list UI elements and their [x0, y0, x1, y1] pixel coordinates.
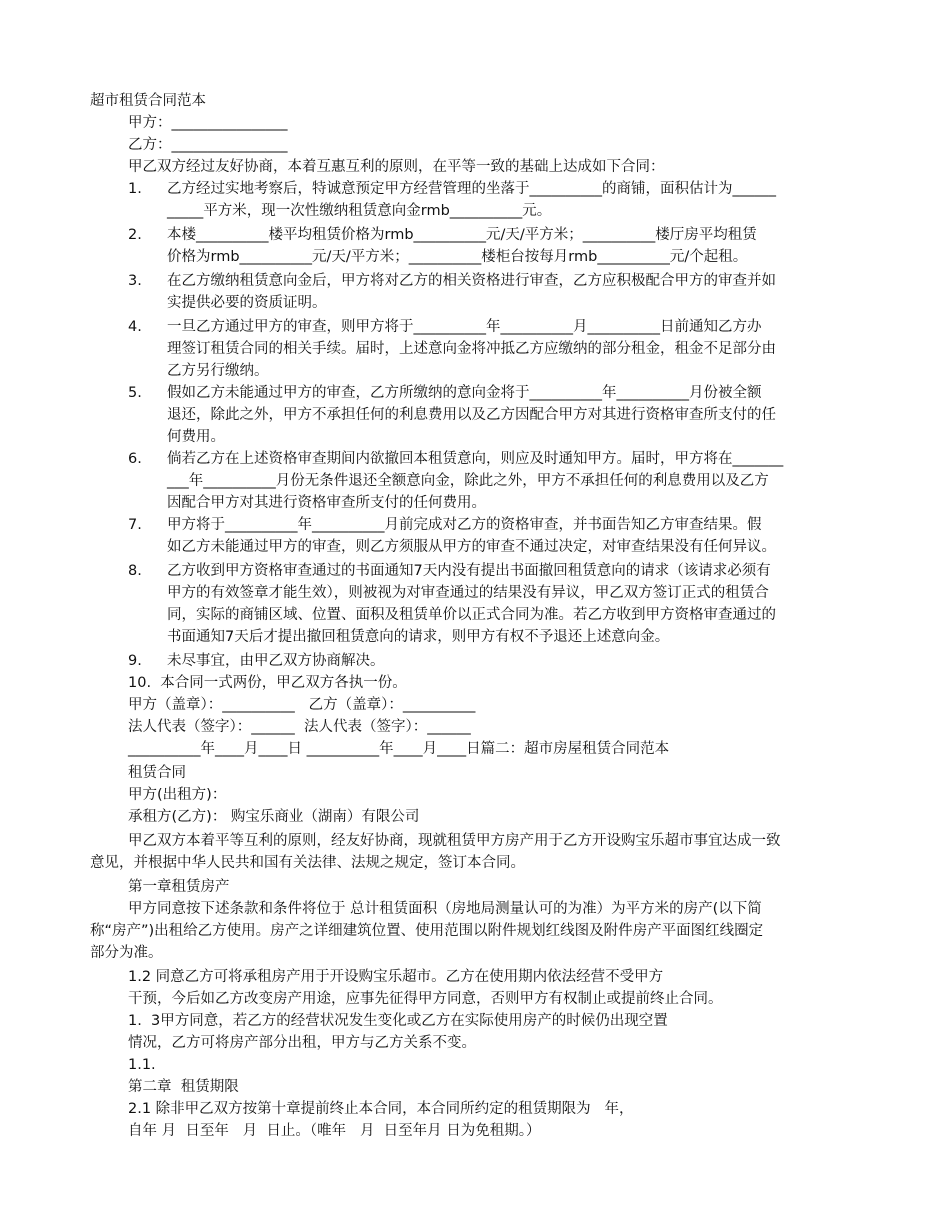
item-line: 未尽事宜，由甲乙双方协商解决。	[167, 653, 385, 669]
item-line: 甲方将于__________年__________月前完成对乙方的资格审查，并书面告知乙方审查结果。假	[167, 517, 762, 533]
item-number: 6.	[128, 451, 142, 467]
paragraph-line: 部分为准。	[90, 945, 163, 961]
item-10: 10. 本合同一式两份，甲乙双方各执一份。	[128, 675, 407, 691]
item-line: 假如乙方未能通过甲方的审查，乙方所缴纳的意向金将于__________年__________月份被全额	[167, 385, 762, 401]
clause-line: 自年 月 日至年 月 日止。（唯年 月 日至年月 日为免租期。）	[128, 1123, 541, 1139]
lessee-line: 承租方(乙方)： 购宝乐商业（湖南）有限公司	[128, 809, 420, 825]
item-number: 5.	[128, 385, 142, 401]
lease-title: 租赁合同	[128, 765, 186, 781]
item-line: 同，实际的商铺区域、位置、面积及租赁单价以正式合同为准。若乙方收到甲方资格审查通过的	[167, 607, 776, 623]
paragraph-line: 意见，并根据中华人民共和国有关法律、法规之规定，签订本合同。	[90, 855, 525, 871]
item-line: 退还，除此之外，甲方不承担任何的利息费用以及乙方因配合甲方对其进行资格审查所支付的任	[167, 407, 776, 423]
paragraph-line: 甲方同意按下述条款和条件将位于 总计租赁面积（房地局测量认可的为准）为平方米的房产(以下简	[128, 901, 762, 917]
item-line: 倘若乙方在上述资格审查期间内欲撤回本租赁意向，则应及时通知甲方。届时，甲方将在_______	[167, 451, 784, 467]
clause-line: 干预，今后如乙方改变房产用途，应事先征得甲方同意，否则甲方有权制止或提前终止合同。	[128, 991, 723, 1007]
lessor-line: 甲方(出租方)：	[128, 787, 227, 803]
item-number: 1.	[128, 181, 142, 197]
item-line: 理签订租赁合同的相关手续。届时，上述意向金将冲抵乙方应缴纳的部分租金，租金不足部分由	[167, 341, 776, 357]
intro-text: 甲乙双方经过友好协商，本着互惠互利的原则，在平等一致的基础上达成如下合同：	[128, 159, 665, 175]
clause-line: 2.1 除非甲乙双方按第十章提前终止本合同，本合同所约定的租赁期限为 年，	[128, 1101, 634, 1117]
item-line: 本楼__________楼平均租赁价格为rmb__________元/天/平方米；__________楼厅房平均租赁	[167, 227, 757, 243]
party-a-line: 甲方：________________	[128, 115, 288, 131]
clause-line: 1.2 同意乙方可将承租房产用于开设购宝乐超市。乙方在使用期内依法经营不受甲方	[128, 969, 664, 985]
item-line: 如乙方未能通过甲方的审查，则乙方须服从甲方的审查不通过决定，对审查结果没有任何异议。	[167, 539, 776, 555]
item-line: 乙方另行缴纳。	[167, 363, 269, 379]
doc-title: 超市租赁合同范本	[90, 93, 206, 109]
chapter-heading: 第二章 租赁期限	[128, 1079, 239, 1095]
item-number: 2.	[128, 227, 142, 243]
item-line: 乙方经过实地考察后，特诚意预定甲方经营管理的坐落于__________的商铺，面积估计为______	[167, 181, 776, 197]
item-line: 价格为rmb__________元/天/平方米；__________楼柜台按每月rmb__________元/个起租。	[167, 249, 748, 265]
item-number: 3.	[128, 273, 142, 289]
item-number: 9.	[128, 653, 142, 669]
paragraph-line: 称“房产”)出租给乙方使用。房产之详细建筑位置、使用范围以附件规划红线图及附件房产平面图红线圈定	[90, 923, 764, 939]
clause-line: 1. 3甲方同意，若乙方的经营状况发生变化或乙方在实际使用房产的时候仍出现空置	[128, 1013, 668, 1029]
item-line: _____平方米，现一次性缴纳租赁意向金rmb__________元。	[167, 203, 552, 219]
clause-line: 情况，乙方可将房产部分出租，甲方与乙方关系不变。	[128, 1035, 476, 1051]
item-line: 甲方的有效签章才能生效），则被视为对审查通过的结果没有异议，甲乙双方签订正式的租赁合	[167, 585, 769, 601]
item-line: 乙方收到甲方资格审查通过的书面通知7天内没有提出书面撤回租赁意向的请求（该请求必须有	[167, 563, 771, 579]
item-number: 4.	[128, 319, 142, 335]
item-number: 7.	[128, 517, 142, 533]
item-line: 何费用。	[167, 429, 225, 445]
item-line: 一旦乙方通过甲方的审查，则甲方将于__________年__________月__________日前通知乙方办	[167, 319, 762, 335]
seal-line: 甲方（盖章）：__________ 乙方（盖章）：__________	[128, 697, 476, 713]
item-line: 在乙方缴纳租赁意向金后，甲方将对乙方的相关资格进行审查，乙方应积极配合甲方的审查并如	[167, 273, 776, 289]
chapter-heading: 第一章租赁房产	[128, 879, 230, 895]
item-line: 实提供必要的资质证明。	[167, 295, 327, 311]
party-b-line: 乙方：________________	[128, 137, 288, 153]
paragraph-line: 甲乙双方本着平等互利的原则，经友好协商，现就租赁甲方房产用于乙方开设购宝乐超市事宜达成一致	[128, 833, 781, 849]
item-number: 8.	[128, 563, 142, 579]
item-line: ___年__________月份无条件退还全额意向金，除此之外，甲方不承担任何的利息费用以及乙方	[167, 473, 769, 489]
representative-line: 法人代表（签字）：______ 法人代表（签字）：______	[128, 719, 471, 735]
clause-line: 1.1.	[128, 1057, 156, 1073]
item-line: 因配合甲方对其进行资格审查所支付的任何费用。	[167, 495, 486, 511]
item-line: 书面通知7天后才提出撤回租赁意向的请求，则甲方有权不予退还上述意向金。	[167, 629, 670, 645]
date-line: __________年____月____日 __________年____月____日篇二：超市房屋租赁合同范本	[128, 741, 670, 757]
